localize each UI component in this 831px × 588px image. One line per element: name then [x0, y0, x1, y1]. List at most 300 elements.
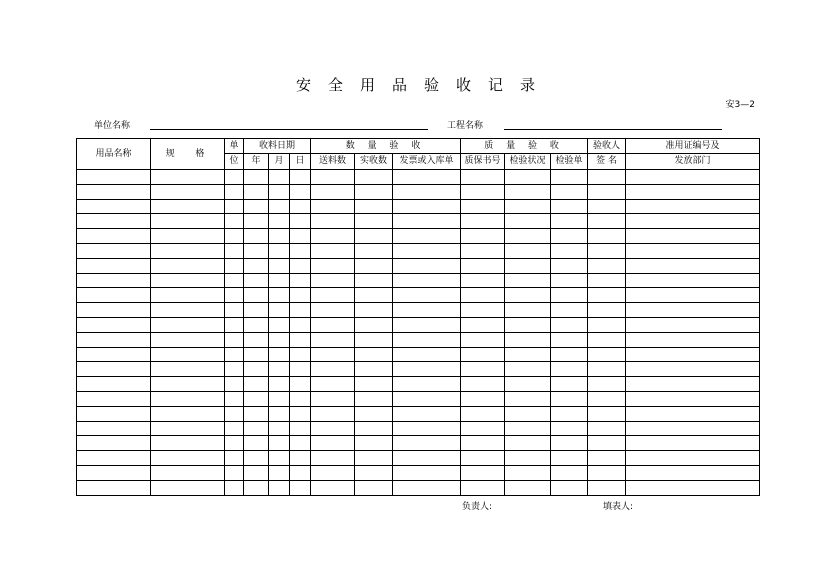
table-cell[interactable]	[225, 391, 244, 406]
table-cell[interactable]	[311, 406, 355, 421]
table-cell[interactable]	[269, 421, 290, 436]
table-cell[interactable]	[626, 214, 760, 229]
table-cell[interactable]	[244, 332, 269, 347]
table-cell[interactable]	[393, 243, 461, 258]
table-cell[interactable]	[626, 317, 760, 332]
table-cell[interactable]	[551, 347, 588, 362]
table-cell[interactable]	[269, 273, 290, 288]
table-cell[interactable]	[461, 258, 505, 273]
table-cell[interactable]	[505, 421, 551, 436]
table-cell[interactable]	[225, 170, 244, 185]
table-cell[interactable]	[355, 465, 393, 480]
table-cell[interactable]	[269, 229, 290, 244]
table-cell[interactable]	[269, 170, 290, 185]
table-cell[interactable]	[551, 303, 588, 318]
table-cell[interactable]	[290, 170, 311, 185]
table-cell[interactable]	[393, 184, 461, 199]
table-cell[interactable]	[311, 184, 355, 199]
table-cell[interactable]	[626, 465, 760, 480]
table-cell[interactable]	[311, 377, 355, 392]
table-cell[interactable]	[244, 480, 269, 495]
table-cell[interactable]	[244, 347, 269, 362]
table-cell[interactable]	[588, 303, 626, 318]
table-cell[interactable]	[355, 229, 393, 244]
table-cell[interactable]	[626, 421, 760, 436]
table-cell[interactable]	[269, 391, 290, 406]
table-cell[interactable]	[551, 273, 588, 288]
table-cell[interactable]	[355, 288, 393, 303]
table-cell[interactable]	[461, 391, 505, 406]
table-cell[interactable]	[151, 436, 225, 451]
table-cell[interactable]	[505, 184, 551, 199]
unit-name-field[interactable]	[150, 129, 428, 130]
table-cell[interactable]	[290, 436, 311, 451]
table-cell[interactable]	[551, 362, 588, 377]
table-cell[interactable]	[244, 229, 269, 244]
table-cell[interactable]	[290, 199, 311, 214]
table-cell[interactable]	[393, 273, 461, 288]
table-cell[interactable]	[151, 317, 225, 332]
table-cell[interactable]	[311, 258, 355, 273]
table-cell[interactable]	[244, 199, 269, 214]
table-cell[interactable]	[626, 184, 760, 199]
table-cell[interactable]	[290, 451, 311, 466]
table-cell[interactable]	[355, 391, 393, 406]
table-cell[interactable]	[290, 288, 311, 303]
table-cell[interactable]	[588, 170, 626, 185]
table-cell[interactable]	[290, 347, 311, 362]
table-cell[interactable]	[244, 436, 269, 451]
table-cell[interactable]	[588, 258, 626, 273]
table-cell[interactable]	[77, 184, 151, 199]
table-cell[interactable]	[311, 391, 355, 406]
table-cell[interactable]	[355, 317, 393, 332]
table-cell[interactable]	[244, 377, 269, 392]
table-cell[interactable]	[77, 451, 151, 466]
table-cell[interactable]	[225, 184, 244, 199]
table-cell[interactable]	[290, 377, 311, 392]
table-cell[interactable]	[393, 406, 461, 421]
table-cell[interactable]	[393, 199, 461, 214]
table-cell[interactable]	[393, 347, 461, 362]
table-cell[interactable]	[461, 465, 505, 480]
table-cell[interactable]	[588, 406, 626, 421]
table-cell[interactable]	[626, 288, 760, 303]
table-cell[interactable]	[461, 199, 505, 214]
table-cell[interactable]	[269, 332, 290, 347]
table-cell[interactable]	[355, 184, 393, 199]
table-cell[interactable]	[77, 406, 151, 421]
table-cell[interactable]	[626, 332, 760, 347]
table-cell[interactable]	[269, 258, 290, 273]
table-cell[interactable]	[244, 170, 269, 185]
table-cell[interactable]	[77, 258, 151, 273]
table-cell[interactable]	[225, 362, 244, 377]
table-cell[interactable]	[393, 229, 461, 244]
table-cell[interactable]	[461, 436, 505, 451]
table-cell[interactable]	[393, 480, 461, 495]
table-cell[interactable]	[505, 199, 551, 214]
table-cell[interactable]	[355, 362, 393, 377]
table-cell[interactable]	[461, 243, 505, 258]
table-cell[interactable]	[290, 317, 311, 332]
table-cell[interactable]	[505, 170, 551, 185]
table-cell[interactable]	[355, 347, 393, 362]
table-cell[interactable]	[461, 229, 505, 244]
table-cell[interactable]	[551, 391, 588, 406]
table-cell[interactable]	[77, 465, 151, 480]
table-cell[interactable]	[393, 362, 461, 377]
table-cell[interactable]	[461, 317, 505, 332]
table-cell[interactable]	[626, 362, 760, 377]
table-cell[interactable]	[225, 480, 244, 495]
table-cell[interactable]	[393, 303, 461, 318]
table-cell[interactable]	[393, 421, 461, 436]
table-cell[interactable]	[626, 347, 760, 362]
table-cell[interactable]	[151, 243, 225, 258]
table-cell[interactable]	[244, 273, 269, 288]
table-cell[interactable]	[626, 377, 760, 392]
table-cell[interactable]	[311, 347, 355, 362]
table-cell[interactable]	[505, 214, 551, 229]
table-cell[interactable]	[77, 273, 151, 288]
table-cell[interactable]	[626, 199, 760, 214]
table-cell[interactable]	[551, 465, 588, 480]
table-cell[interactable]	[290, 243, 311, 258]
table-cell[interactable]	[461, 406, 505, 421]
table-cell[interactable]	[225, 406, 244, 421]
table-cell[interactable]	[269, 184, 290, 199]
table-cell[interactable]	[588, 229, 626, 244]
table-cell[interactable]	[311, 362, 355, 377]
table-cell[interactable]	[505, 377, 551, 392]
table-cell[interactable]	[551, 317, 588, 332]
table-cell[interactable]	[461, 362, 505, 377]
table-cell[interactable]	[355, 273, 393, 288]
table-cell[interactable]	[355, 332, 393, 347]
table-cell[interactable]	[77, 377, 151, 392]
table-cell[interactable]	[77, 436, 151, 451]
table-cell[interactable]	[77, 199, 151, 214]
table-cell[interactable]	[461, 214, 505, 229]
table-cell[interactable]	[151, 303, 225, 318]
table-cell[interactable]	[269, 465, 290, 480]
table-cell[interactable]	[505, 273, 551, 288]
table-cell[interactable]	[244, 421, 269, 436]
table-cell[interactable]	[626, 273, 760, 288]
table-cell[interactable]	[244, 214, 269, 229]
table-cell[interactable]	[626, 436, 760, 451]
table-cell[interactable]	[77, 229, 151, 244]
table-cell[interactable]	[551, 243, 588, 258]
table-cell[interactable]	[77, 421, 151, 436]
table-cell[interactable]	[225, 258, 244, 273]
table-cell[interactable]	[393, 258, 461, 273]
table-cell[interactable]	[551, 451, 588, 466]
table-cell[interactable]	[269, 406, 290, 421]
table-cell[interactable]	[77, 391, 151, 406]
table-cell[interactable]	[77, 170, 151, 185]
table-cell[interactable]	[588, 288, 626, 303]
table-cell[interactable]	[269, 214, 290, 229]
table-cell[interactable]	[225, 347, 244, 362]
table-cell[interactable]	[393, 170, 461, 185]
table-cell[interactable]	[225, 451, 244, 466]
table-cell[interactable]	[461, 303, 505, 318]
table-cell[interactable]	[551, 436, 588, 451]
table-cell[interactable]	[355, 199, 393, 214]
table-cell[interactable]	[77, 362, 151, 377]
table-cell[interactable]	[505, 451, 551, 466]
table-cell[interactable]	[461, 288, 505, 303]
table-cell[interactable]	[244, 391, 269, 406]
table-cell[interactable]	[626, 406, 760, 421]
table-cell[interactable]	[77, 332, 151, 347]
table-cell[interactable]	[461, 184, 505, 199]
table-cell[interactable]	[551, 199, 588, 214]
table-cell[interactable]	[290, 184, 311, 199]
table-cell[interactable]	[290, 480, 311, 495]
table-cell[interactable]	[269, 377, 290, 392]
table-cell[interactable]	[151, 184, 225, 199]
table-cell[interactable]	[505, 332, 551, 347]
table-cell[interactable]	[311, 451, 355, 466]
table-cell[interactable]	[225, 421, 244, 436]
table-cell[interactable]	[393, 214, 461, 229]
table-cell[interactable]	[588, 480, 626, 495]
table-cell[interactable]	[311, 480, 355, 495]
table-cell[interactable]	[626, 258, 760, 273]
table-cell[interactable]	[225, 288, 244, 303]
table-cell[interactable]	[588, 332, 626, 347]
table-cell[interactable]	[461, 170, 505, 185]
table-cell[interactable]	[461, 421, 505, 436]
table-cell[interactable]	[244, 406, 269, 421]
table-cell[interactable]	[393, 391, 461, 406]
table-cell[interactable]	[244, 465, 269, 480]
table-cell[interactable]	[355, 451, 393, 466]
table-cell[interactable]	[151, 332, 225, 347]
table-cell[interactable]	[311, 421, 355, 436]
table-cell[interactable]	[311, 332, 355, 347]
table-cell[interactable]	[505, 362, 551, 377]
table-cell[interactable]	[225, 273, 244, 288]
table-cell[interactable]	[588, 377, 626, 392]
table-cell[interactable]	[269, 243, 290, 258]
table-cell[interactable]	[151, 465, 225, 480]
table-cell[interactable]	[626, 170, 760, 185]
table-cell[interactable]	[355, 421, 393, 436]
table-cell[interactable]	[588, 436, 626, 451]
table-cell[interactable]	[393, 288, 461, 303]
table-cell[interactable]	[269, 451, 290, 466]
table-cell[interactable]	[551, 214, 588, 229]
table-cell[interactable]	[588, 362, 626, 377]
table-cell[interactable]	[505, 436, 551, 451]
table-cell[interactable]	[588, 184, 626, 199]
table-cell[interactable]	[77, 480, 151, 495]
table-cell[interactable]	[311, 214, 355, 229]
table-cell[interactable]	[151, 214, 225, 229]
table-cell[interactable]	[269, 288, 290, 303]
table-cell[interactable]	[225, 303, 244, 318]
table-cell[interactable]	[461, 451, 505, 466]
table-cell[interactable]	[151, 377, 225, 392]
table-cell[interactable]	[151, 288, 225, 303]
table-cell[interactable]	[355, 377, 393, 392]
table-cell[interactable]	[151, 391, 225, 406]
table-cell[interactable]	[393, 377, 461, 392]
table-cell[interactable]	[355, 436, 393, 451]
table-cell[interactable]	[151, 347, 225, 362]
table-cell[interactable]	[77, 243, 151, 258]
table-cell[interactable]	[311, 317, 355, 332]
table-cell[interactable]	[505, 347, 551, 362]
table-cell[interactable]	[225, 214, 244, 229]
table-cell[interactable]	[505, 406, 551, 421]
table-cell[interactable]	[551, 258, 588, 273]
table-cell[interactable]	[290, 465, 311, 480]
table-cell[interactable]	[311, 273, 355, 288]
table-cell[interactable]	[225, 377, 244, 392]
table-cell[interactable]	[505, 480, 551, 495]
table-cell[interactable]	[151, 273, 225, 288]
table-cell[interactable]	[626, 480, 760, 495]
table-cell[interactable]	[244, 317, 269, 332]
table-cell[interactable]	[244, 303, 269, 318]
table-cell[interactable]	[244, 362, 269, 377]
table-cell[interactable]	[505, 229, 551, 244]
table-cell[interactable]	[588, 451, 626, 466]
table-cell[interactable]	[151, 258, 225, 273]
table-cell[interactable]	[290, 303, 311, 318]
table-cell[interactable]	[588, 243, 626, 258]
table-cell[interactable]	[551, 288, 588, 303]
table-cell[interactable]	[626, 391, 760, 406]
table-cell[interactable]	[588, 317, 626, 332]
table-cell[interactable]	[151, 480, 225, 495]
table-cell[interactable]	[311, 199, 355, 214]
table-cell[interactable]	[244, 184, 269, 199]
table-cell[interactable]	[151, 362, 225, 377]
table-cell[interactable]	[77, 214, 151, 229]
table-cell[interactable]	[269, 199, 290, 214]
table-cell[interactable]	[269, 303, 290, 318]
table-cell[interactable]	[290, 229, 311, 244]
table-cell[interactable]	[77, 303, 151, 318]
table-cell[interactable]	[151, 406, 225, 421]
table-cell[interactable]	[588, 273, 626, 288]
table-cell[interactable]	[311, 465, 355, 480]
table-cell[interactable]	[588, 214, 626, 229]
table-cell[interactable]	[244, 258, 269, 273]
table-cell[interactable]	[355, 406, 393, 421]
table-cell[interactable]	[225, 199, 244, 214]
table-cell[interactable]	[588, 347, 626, 362]
table-cell[interactable]	[244, 243, 269, 258]
table-cell[interactable]	[290, 273, 311, 288]
table-cell[interactable]	[311, 243, 355, 258]
table-cell[interactable]	[461, 347, 505, 362]
table-cell[interactable]	[225, 229, 244, 244]
project-name-field[interactable]	[504, 129, 722, 130]
table-cell[interactable]	[551, 332, 588, 347]
table-cell[interactable]	[461, 273, 505, 288]
table-cell[interactable]	[355, 480, 393, 495]
table-cell[interactable]	[393, 317, 461, 332]
table-cell[interactable]	[551, 421, 588, 436]
table-cell[interactable]	[225, 317, 244, 332]
table-cell[interactable]	[290, 406, 311, 421]
table-cell[interactable]	[551, 480, 588, 495]
table-cell[interactable]	[269, 347, 290, 362]
table-cell[interactable]	[77, 288, 151, 303]
table-cell[interactable]	[290, 421, 311, 436]
table-cell[interactable]	[355, 303, 393, 318]
table-cell[interactable]	[151, 229, 225, 244]
table-cell[interactable]	[269, 436, 290, 451]
table-cell[interactable]	[393, 436, 461, 451]
table-cell[interactable]	[290, 362, 311, 377]
table-cell[interactable]	[588, 391, 626, 406]
table-cell[interactable]	[505, 243, 551, 258]
table-cell[interactable]	[461, 332, 505, 347]
table-cell[interactable]	[551, 377, 588, 392]
table-cell[interactable]	[290, 258, 311, 273]
table-cell[interactable]	[626, 243, 760, 258]
table-cell[interactable]	[225, 465, 244, 480]
table-cell[interactable]	[355, 243, 393, 258]
table-cell[interactable]	[551, 170, 588, 185]
table-cell[interactable]	[505, 288, 551, 303]
table-cell[interactable]	[505, 303, 551, 318]
table-cell[interactable]	[355, 214, 393, 229]
table-cell[interactable]	[505, 317, 551, 332]
table-cell[interactable]	[393, 332, 461, 347]
table-cell[interactable]	[269, 317, 290, 332]
table-cell[interactable]	[151, 170, 225, 185]
table-cell[interactable]	[588, 199, 626, 214]
table-cell[interactable]	[461, 480, 505, 495]
table-cell[interactable]	[151, 451, 225, 466]
table-cell[interactable]	[290, 214, 311, 229]
table-cell[interactable]	[290, 332, 311, 347]
table-cell[interactable]	[269, 480, 290, 495]
table-cell[interactable]	[588, 421, 626, 436]
table-cell[interactable]	[151, 421, 225, 436]
table-cell[interactable]	[626, 229, 760, 244]
table-cell[interactable]	[311, 170, 355, 185]
table-cell[interactable]	[505, 465, 551, 480]
table-cell[interactable]	[551, 406, 588, 421]
table-cell[interactable]	[461, 377, 505, 392]
table-cell[interactable]	[393, 465, 461, 480]
table-cell[interactable]	[355, 170, 393, 185]
table-cell[interactable]	[588, 465, 626, 480]
table-cell[interactable]	[355, 258, 393, 273]
table-cell[interactable]	[626, 303, 760, 318]
table-cell[interactable]	[225, 436, 244, 451]
table-cell[interactable]	[505, 258, 551, 273]
table-cell[interactable]	[311, 436, 355, 451]
table-cell[interactable]	[290, 391, 311, 406]
table-cell[interactable]	[269, 362, 290, 377]
table-cell[interactable]	[626, 451, 760, 466]
table-cell[interactable]	[393, 451, 461, 466]
table-cell[interactable]	[244, 288, 269, 303]
table-cell[interactable]	[244, 451, 269, 466]
table-cell[interactable]	[551, 184, 588, 199]
